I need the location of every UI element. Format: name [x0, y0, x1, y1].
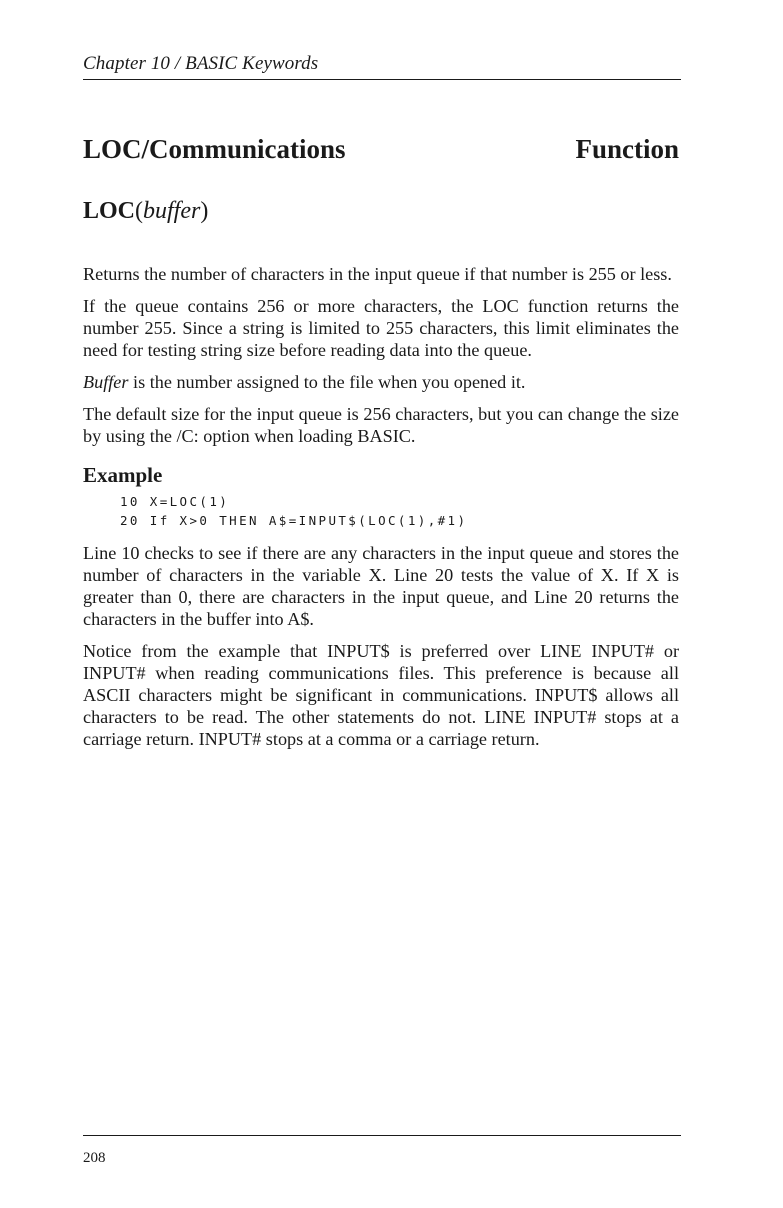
- syntax-close-paren: ): [200, 198, 209, 224]
- entry-title: [83, 134, 679, 165]
- syntax-open-paren: (: [135, 198, 144, 224]
- buffer-term: Buffer: [83, 372, 129, 392]
- footer-rule: [83, 1135, 681, 1136]
- paragraph-default-size: The default size for the input queue is 256 characters, but you can change the size by using the /C: option when loading BASIC.: [83, 404, 679, 446]
- header-rule: [83, 79, 681, 80]
- paragraph-queue-limit: If the queue contains 256 or more characters, the LOC function returns the number 255. Since a string is limited to 255 characters, this limit eliminates the need for testing string size before reading data into the queue.: [83, 296, 679, 360]
- document-page: [83, 0, 681, 1208]
- syntax-keyword: LOC: [83, 198, 136, 224]
- paragraph-buffer: [83, 371, 679, 393]
- syntax-argument: buffer: [143, 198, 201, 224]
- running-head: Chapter 10 / BASIC Keywords: [83, 53, 319, 74]
- buffer-description: is the number assigned to the file when you opened it.: [128, 372, 526, 392]
- keyword-type: Function: [575, 134, 679, 164]
- example-heading: Example: [83, 463, 163, 487]
- code-line: 20 If X>0 THEN A$=INPUT$(LOC(1),#1): [120, 513, 468, 528]
- code-line: 10 X=LOC(1): [120, 494, 230, 509]
- paragraph-explanation: Line 10 checks to see if there are any characters in the input queue and stores the number of characters in the variable X. Line 20 tests the value of X. If X is greater than 0, there are characters in the input queue, and Line 20 returns the characters in the buffer into A$.: [83, 543, 679, 629]
- page-number: 208: [83, 1150, 106, 1166]
- syntax-line: [83, 198, 208, 225]
- paragraph-returns: Returns the number of characters in the input queue if that number is 255 or less.: [83, 264, 672, 284]
- keyword-title: LOC/Communications: [83, 134, 346, 164]
- code-block: [120, 492, 679, 530]
- body-text: [83, 263, 679, 760]
- paragraph-notice: Notice from the example that INPUT$ is preferred over LINE INPUT# or INPUT# when reading communications files. This preference is because all ASCII characters might be significant in communications. INPUT$ allows all characters to be read. The other statements do not. LINE INPUT# stops at a carriage return. INPUT# stops at a comma or a carriage return.: [83, 641, 679, 749]
